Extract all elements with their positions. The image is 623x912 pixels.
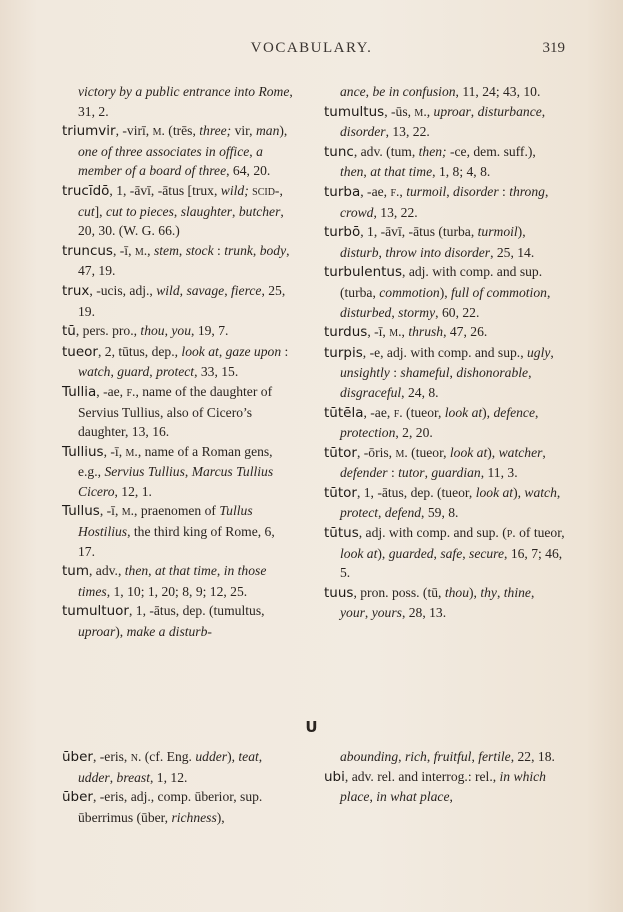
left-column xyxy=(62,82,294,642)
page-header xyxy=(0,40,623,64)
entry-turba: turba, -ae, f., turmoil, disorder : throng, crowd, 13, 22. xyxy=(324,183,549,220)
entry-tutor-verb: tūtor, 1, -ātus, dep. (tueor, look at), watch, protect, defend, 59, 8. xyxy=(324,484,561,521)
entry-continuation: abounding, rich, fruitful, fertile, 22, 18. xyxy=(340,749,555,764)
entry-continuation: ance, be in confusion, 11, 24; 43, 10. xyxy=(340,84,541,99)
entry-trucido: trucīdō, 1, -āvī, -ātus [trux, wild; scid-, cut], cut to pieces, slaughter, butcher, 20, 30. (W. G. 66.) xyxy=(62,182,284,239)
entry-turdus: turdus, -ī, m., thrush, 47, 26. xyxy=(324,324,488,341)
right-column-u xyxy=(324,747,565,807)
entry-tutor-noun: tūtor, -ōris, m. (tueor, look at), watcher, defender : tutor, guardian, 11, 3. xyxy=(324,444,546,481)
entry-tutus: tūtus, adj. with comp. and sup. (p. of tueor, look at), guarded, safe, secure, 16, 7; 46, 5. xyxy=(324,525,565,581)
entry-tumultus: tumultus, -ūs, m., uproar, disturbance, disorder, 13, 22. xyxy=(324,103,546,140)
entry-tullius: Tullius, -ī, m., name of a Roman gens, e.g., Servius Tullius, Marcus Tullius Cicero, 12, 1. xyxy=(62,443,274,499)
right-column xyxy=(324,82,565,623)
entry-tutela: tūtēla, -ae, f. (tueor, look at), defence, protection, 2, 20. xyxy=(324,404,539,441)
entry-tuus: tuus, pron. poss. (tū, thou), thy, thine, your, yours, 28, 13. xyxy=(324,584,535,621)
entry-turbulentus: turbulentus, adj. with comp. and sup. (turba, commotion), full of commotion, disturbed, stormy, 60, 22. xyxy=(324,264,551,320)
entry-trux: trux, -ucis, adj., wild, savage, fierce, 25, 19. xyxy=(62,282,286,319)
entry-tumultuor: tumultuor, 1, -ātus, dep. (tumultus, uproar), make a disturb- xyxy=(62,603,265,640)
left-column-u xyxy=(62,747,294,827)
entry-tullia: Tullia, -ae, f., name of the daughter of Servius Tullius, also of Cicero’s daughter, 13, 16. xyxy=(62,383,273,440)
entry-tunc: tunc, adv. (tum, then; -ce, dem. suff.), then, at that time, 1, 8; 4, 8. xyxy=(324,143,536,180)
entry-turpis: turpis, -e, adj. with comp. and sup., ugly, unsightly : shameful, dishonorable, disgraceful, 24, 8. xyxy=(324,344,554,400)
entry-turbo: turbō, 1, -āvī, -ātus (turba, turmoil), disturb, throw into disorder, 25, 14. xyxy=(324,224,535,260)
entry-tum: tum, adv., then, at that time, in those times, 1, 10; 1, 20; 8, 9; 12, 25. xyxy=(62,563,267,599)
entry-uber-adj: ūber, -eris, adj., comp. ūberior, sup. ūberrimus (ūber, richness), xyxy=(62,789,263,825)
entry-tu: tū, pers. pro., thou, you, 19, 7. xyxy=(62,323,229,340)
entry-truncus: truncus, -ī, m., stem, stock : trunk, body, 47, 19. xyxy=(62,242,290,279)
running-title: VOCABULARY. xyxy=(250,40,373,56)
section-letter-heading: U xyxy=(305,718,318,736)
page-number: 319 xyxy=(542,40,565,56)
entry-tullus: Tullus, -ī, m., praenomen of Tullus Hostilius, the third king of Rome, 6, 17. xyxy=(62,503,275,559)
entry-uber-noun: ūber, -eris, n. (cf. Eng. udder), teat, udder, breast, 1, 12. xyxy=(62,749,263,785)
entry-triumvir: triumvir, -virī, m. (trēs, three; vir, man), one of three associates in office, a member of a board of three, 64, 20. xyxy=(62,123,288,179)
entry-tueor: tueor, 2, tūtus, dep., look at, gaze upon : watch, guard, protect, 33, 15. xyxy=(62,343,289,380)
entry-continuation: victory by a public entrance into Rome, 31, 2. xyxy=(78,84,293,119)
entry-ubi: ubi, adv. rel. and interrog.: rel., in which place, in what place, xyxy=(324,768,546,805)
